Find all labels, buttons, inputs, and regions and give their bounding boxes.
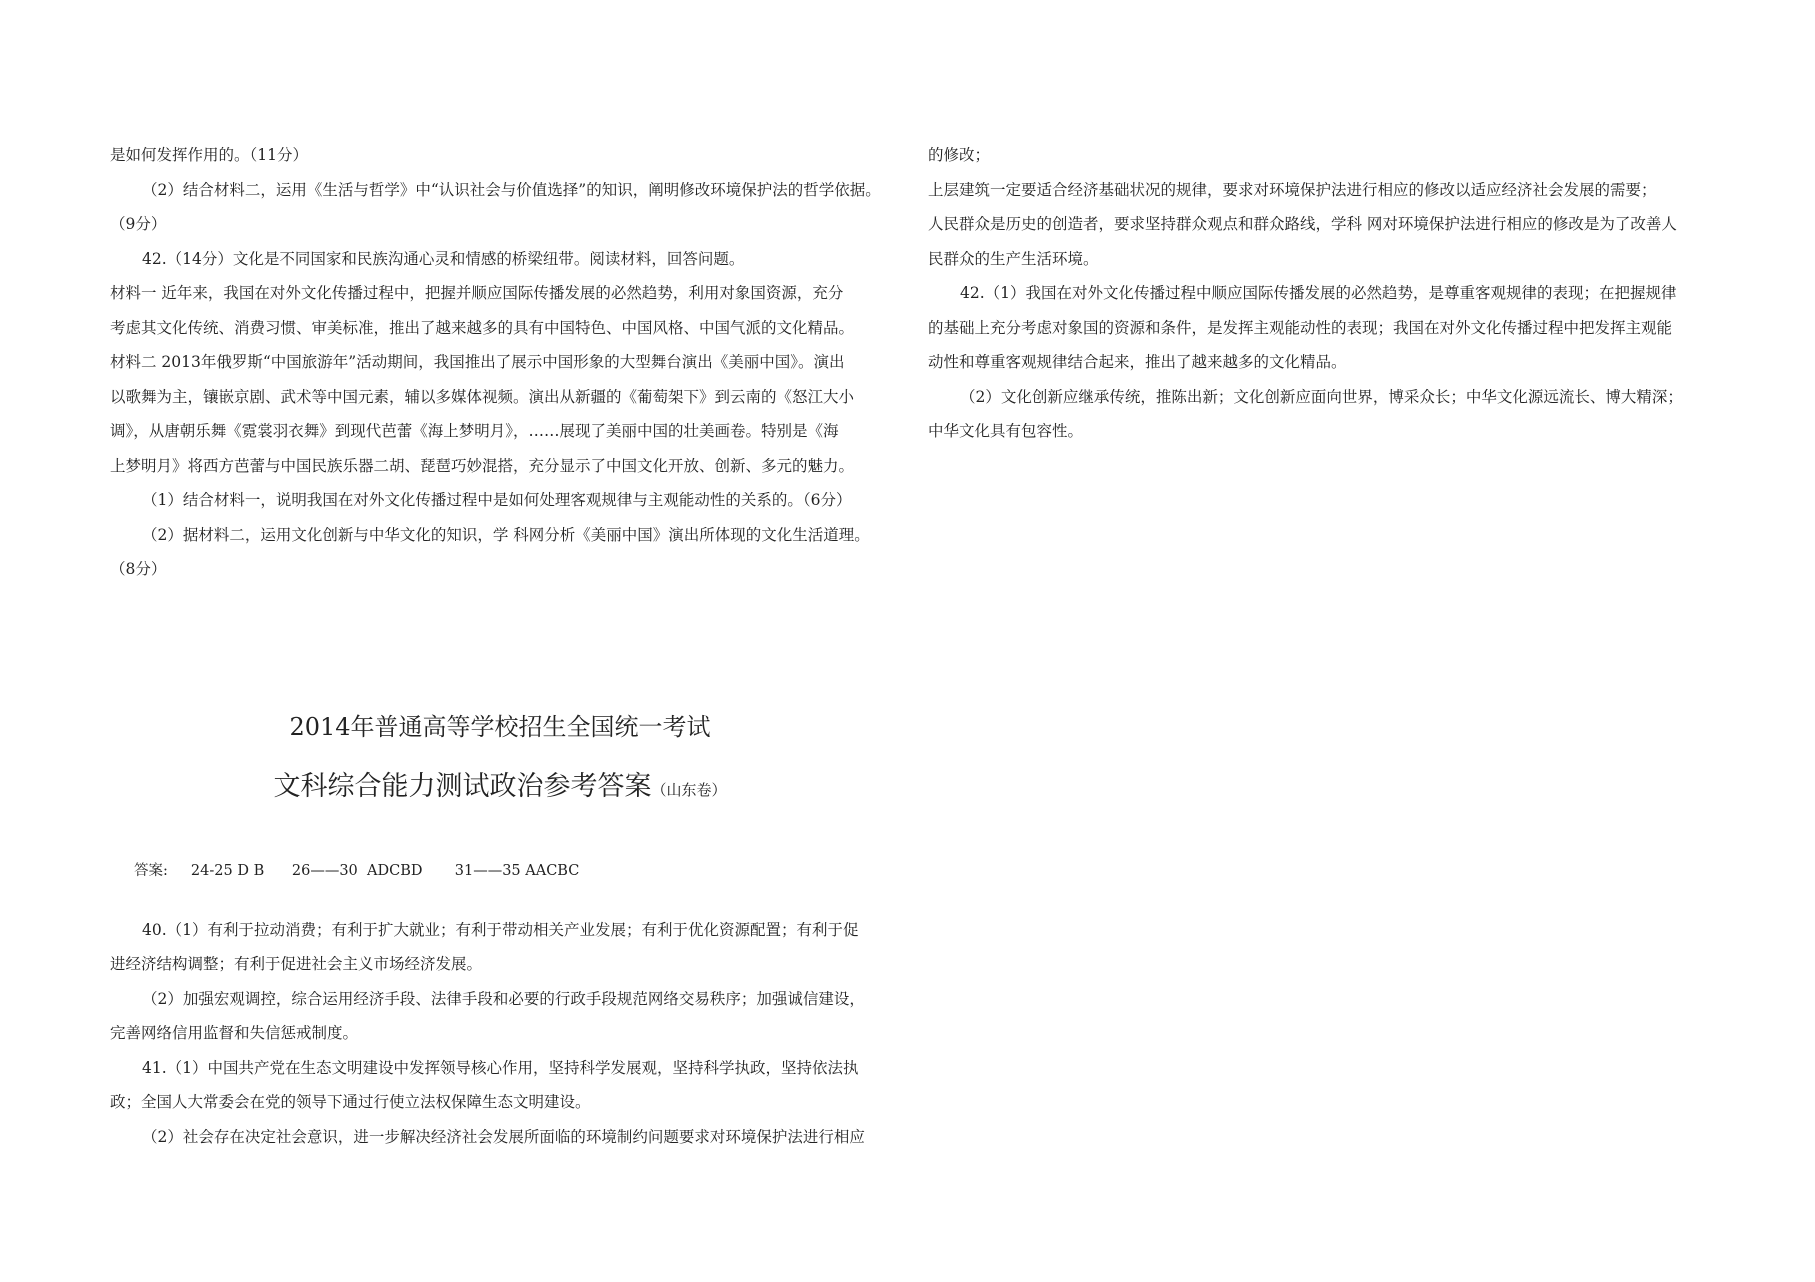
material-two-line1: 材料二 2013年俄罗斯“中国旅游年”活动期间，我国推出了展示中国形象的大型舞台演出《美丽中国》。演出 (110, 353, 845, 371)
section-spacer (110, 587, 910, 687)
answer-41-1-line2: 政；全国人大常委会在党的领导下通过行使立法权保障生态文明建设。 (110, 1093, 591, 1111)
material-two-line4: 上梦明月》将西方芭蕾与中国民族乐器二胡、琵琶巧妙混搭，充分显示了中国文化开放、创新、多元的魅力。 (110, 456, 855, 475)
answer-40-1-line1: 40.（1）有利于拉动消费；有利于扩大就业；有利于带动相关产业发展；有利于优化资源配置；有利于促 (142, 920, 859, 939)
answer-40-2-line2: 完善网络信用监督和失信惩戒制度。 (110, 1024, 359, 1042)
q41-part2: （2）结合材料二，运用《生活与哲学》中“认识社会与价值选择”的知识，阐明修改环境保护法的哲学依据。 (142, 180, 881, 199)
answer-42-1-line3: 动性和尊重客观规律结合起来，推出了越来越多的文化精品。 (928, 353, 1347, 371)
answer-42-2-line2: 中华文化具有包容性。 (928, 422, 1084, 440)
exam-title: 2014年普通高等学校招生全国统一考试 (289, 712, 711, 741)
answer-42-2-line1: （2）文化创新应继承传统，推陈出新；文化创新应面向世界，博采众长；中华文化源远流长、博大精深； (960, 387, 1683, 406)
q42-part2-score: （8分） (110, 560, 167, 578)
q42-intro: 42.（14分）文化是不同国家和民族沟通心灵和情感的桥梁纽带。阅读材料，回答问题。 (142, 249, 745, 268)
answer-41-2-line5: 民群众的生产生活环境。 (928, 249, 1099, 268)
q41-part2-score: （9分） (110, 215, 167, 233)
answer-42-1-line2: 的基础上充分考虑对象国的资源和条件，是发挥主观能动性的表现；我国在对外文化传播过程中把发挥主观能 (928, 318, 1673, 337)
material-one-line1: 材料一 近年来，我国在对外文化传播过程中，把握并顺应国际传播发展的必然趋势，利用对象国资源，充分 (110, 284, 844, 302)
q42-part2: （2）据材料二，运用文化创新与中华文化的知识，学 科网分析《美丽中国》演出所体现的文化生活道理。 (142, 525, 870, 544)
answers-spacer (110, 891, 910, 913)
material-two-line2: 以歌舞为主，镶嵌京剧、武术等中国元素，辅以多媒体视频。演出从新疆的《葡萄架下》到云南的《怒江大小 (110, 387, 855, 406)
answer-41-2-line1: （2）社会存在决定社会意识，进一步解决经济社会发展所面临的环境制约问题要求对环境保护法进行相应 (142, 1127, 865, 1146)
answer-41-2-line3: 上层建筑一定要适合经济基础状况的规律，要求对环境保护法进行相应的修改以适应经济社会发展的需要； (928, 180, 1657, 199)
material-one-line2: 考虑其文化传统、消费习惯、审美标准，推出了越来越多的具有中国特色、中国风格、中国气派的文化精品。 (110, 318, 855, 337)
answer-41-1-line1: 41.（1）中国共产党在生态文明建设中发挥领导核心作用，坚持科学发展观，坚持科学执政，坚持依法执 (142, 1058, 859, 1077)
choice-answers: 答案: 24-25 D B 26——30 ADCBD 31——35 AACBC (134, 862, 580, 879)
answer-42-1-line1: 42.（1）我国在对外文化传播过程中顺应国际传播发展的必然趋势，是尊重客观规律的表现；在把握规律 (960, 284, 1677, 302)
answer-40-1-line2: 进经济结构调整；有利于促进社会主义市场经济发展。 (110, 955, 483, 973)
material-two-line3: 调》，从唐朝乐舞《霓裳羽衣舞》到现代芭蕾《海上梦明月》，……展现了美丽中国的壮美画卷。特别是《海 (110, 422, 839, 440)
answer-title-main: 文科综合能力测试政治参考答案 (273, 770, 652, 802)
answer-title-note: （山东卷） (651, 780, 727, 799)
q41-tail: 是如何发挥作用的。（11分） (110, 146, 308, 164)
answer-40-2-line1: （2）加强宏观调控，综合运用经济手段、法律手段和必要的行政手段规范网络交易秩序；加强诚信建设， (142, 989, 865, 1008)
answer-title (110, 759, 890, 815)
right-column (928, 138, 1718, 449)
answer-41-2-line4: 人民群众是历史的创造者，要求坚持群众观点和群众路线，学科 网对环境保护法进行相应的修改是为了改善人 (928, 215, 1677, 233)
q42-part1: （1）结合材料一，说明我国在对外文化传播过程中是如何处理客观规律与主观能动性的关系的。（6分） (142, 491, 852, 509)
answer-41-2-line2: 的修改； (928, 146, 991, 164)
left-column (110, 138, 910, 1154)
